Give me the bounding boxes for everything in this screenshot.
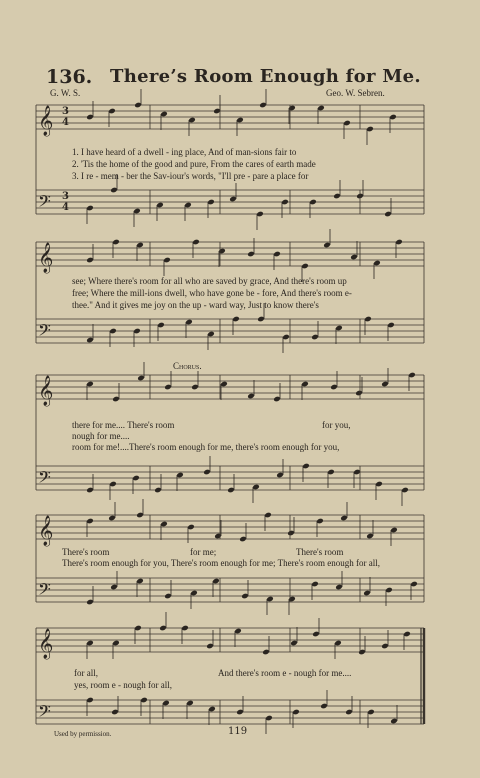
staff-treble-3 [36,375,424,399]
note-heads [86,89,418,734]
chorus-line-2-t1: There's room [62,547,110,557]
chorus-line-2-t2: for me; [190,547,217,557]
staff-bass-4 [36,578,424,602]
chorus-line-2-t3: There's room [296,547,344,557]
chorus-line-1-b: nough for me.... [72,431,130,441]
svg-text:𝄢: 𝄢 [38,701,51,725]
svg-text:4: 4 [62,202,69,213]
verse-3-line-2: thee." And it gives me joy on the up - ward way, Just to know there's [72,300,319,310]
staff-bass-3 [36,466,424,490]
verse-1-line-1: 1. I have heard of a dwell - ing place, And of man-sions fair to [72,147,297,157]
staff-bass-2 [36,319,424,343]
composer-credit: Geo. W. Sebren. [326,88,385,98]
svg-text:𝄞: 𝄞 [38,106,54,136]
chorus-line-1-a2: for you, [322,420,351,430]
bar-lines [150,105,360,724]
svg-text:𝄢: 𝄢 [38,579,51,603]
svg-text:𝄞: 𝄞 [38,629,54,659]
chorus-label: Chorus. [173,361,202,371]
staff-treble-4 [36,515,424,539]
verse-3-line-1: 3. I re - mem - ber the Sav-iour's words, "I'll pre - pare a place for [72,171,309,181]
permission-note: Used by permission. [54,730,112,738]
staff-treble-2 [36,242,424,266]
lyricist-credit: G. W. S. [50,88,81,98]
svg-text:4: 4 [62,117,69,128]
svg-text:𝄞: 𝄞 [38,376,54,406]
chorus-line-1-c: room for me!....There's room enough for me, there's room enough for you, [72,442,340,452]
verse-2-line-1: 2. 'Tis the home of the good and pure, From the cares of earth made [72,159,316,169]
hymn-number: 136. [46,66,93,88]
hymn-title: There’s Room Enough for Me. [110,66,421,87]
svg-text:𝄢: 𝄢 [38,467,51,491]
chorus-line-3-t1: for all, [74,668,98,678]
svg-text:𝄞: 𝄞 [38,243,54,273]
svg-text:3: 3 [62,106,69,117]
staff-bass-1 [36,190,424,214]
svg-text:𝄢: 𝄢 [38,191,51,215]
chorus-line-3-t2: And there's room e - nough for me.... [218,668,352,678]
staves-group [36,105,424,724]
page-number: 119 [228,726,248,737]
verse-1-line-2: see; Where there's room for all who are saved by grace, And there's room up [72,276,347,286]
staff-treble-1 [36,105,424,129]
chorus-line-1-a: there for me.... There's room [72,420,175,430]
svg-text:𝄢: 𝄢 [38,320,51,344]
chorus-line-3-bass: yes, room e - nough for all, [74,680,172,690]
chorus-line-2-bass: There's room enough for you, There's room enough for me; There's room enough for all, [62,558,380,568]
clefs [38,105,69,725]
svg-text:𝄞: 𝄞 [38,516,54,546]
staff-treble-5 [36,628,424,652]
staff-bass-5 [36,700,424,724]
verse-2-line-2: free; Where the mill-ions dwell, who have gone be - fore, And there's room e- [72,288,352,298]
svg-text:3: 3 [62,191,69,202]
